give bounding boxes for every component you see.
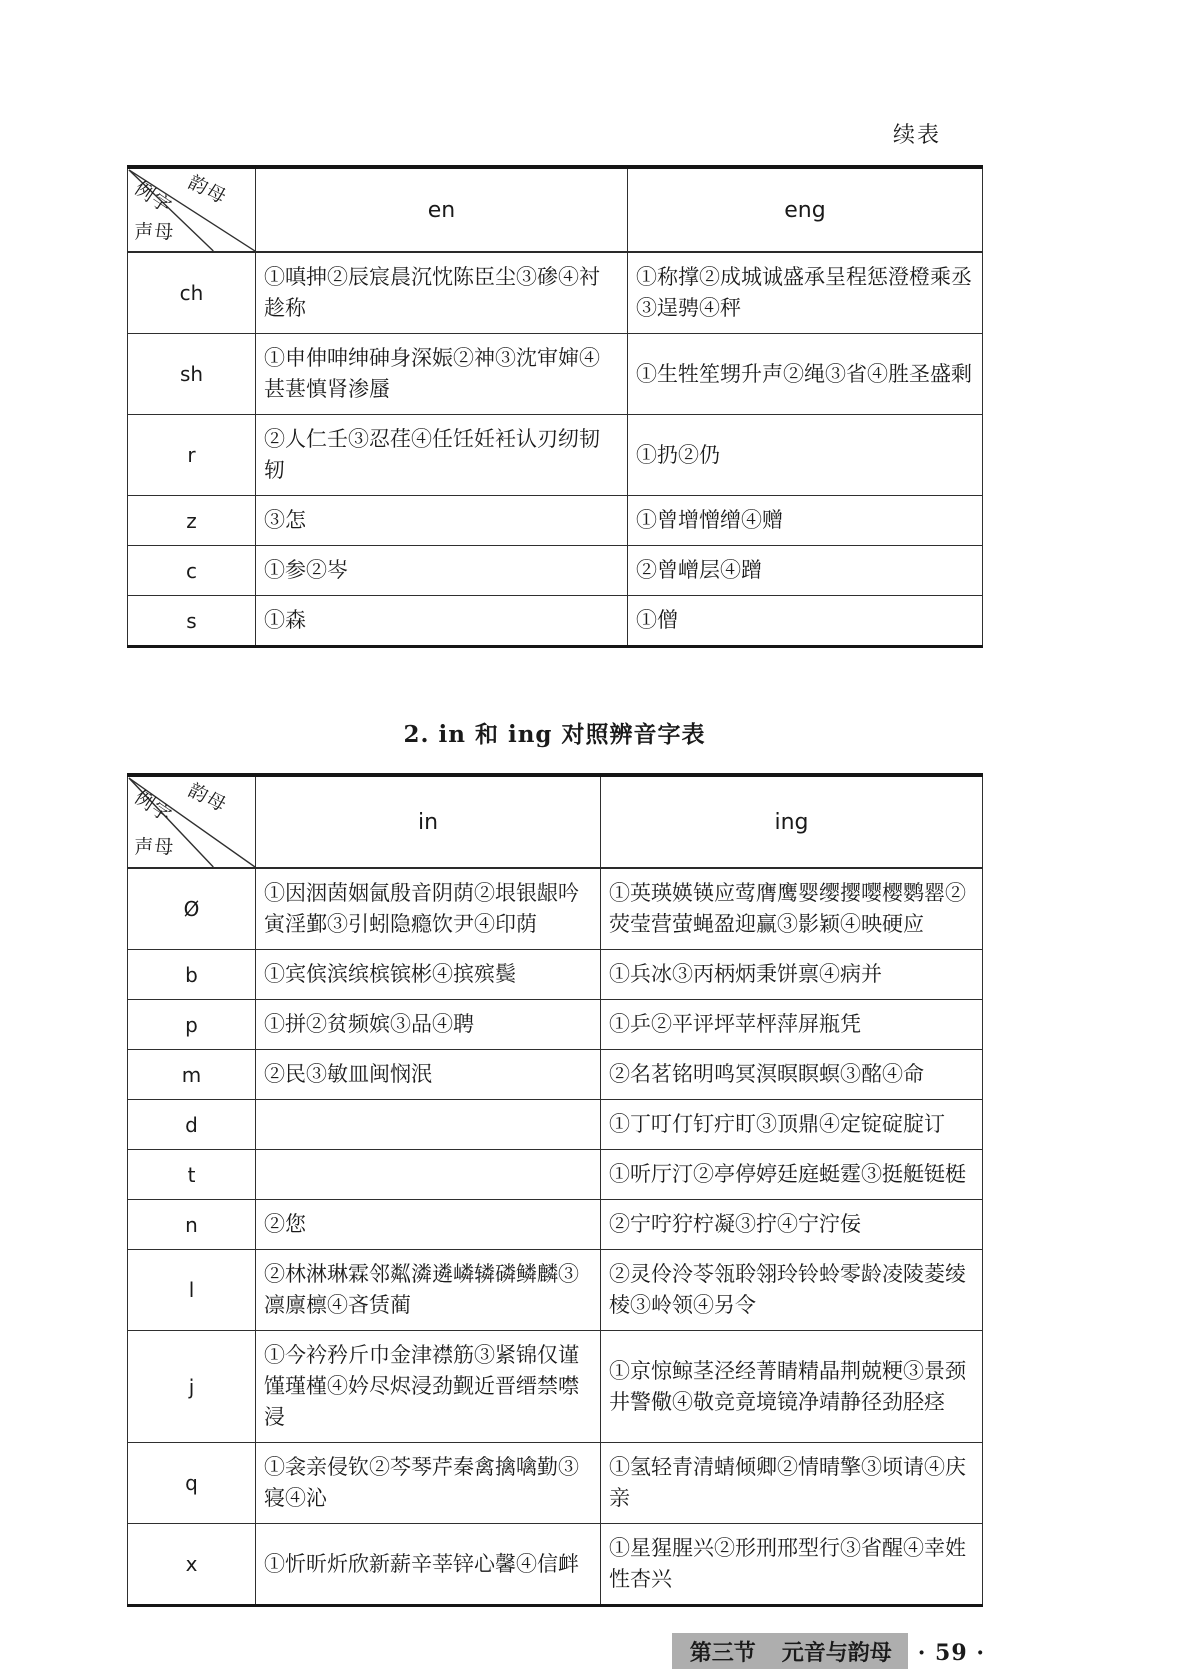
example-characters-cell: ①僧 <box>628 596 983 647</box>
example-characters-cell: ①英瑛媖锳应莺膺鹰婴缨撄嘤樱鹦罂②荧莹营萤蝇盈迎赢③影颖④映硬应 <box>601 868 983 950</box>
example-characters-cell: ②灵伶泠苓瓴聆翎玲铃蛉零龄凌陵菱绫棱③岭领④另令 <box>601 1250 983 1331</box>
initial-label: b <box>128 950 256 1000</box>
table-row <box>128 1050 983 1100</box>
initial-label: x <box>128 1524 256 1606</box>
example-characters-cell: ①森 <box>256 596 628 647</box>
example-characters-cell: ①扔②仍 <box>628 415 983 496</box>
example-characters-cell: ①申伸呻绅砷身深娠②神③沈审婶④甚葚慎肾渗蜃 <box>256 334 628 415</box>
table-row <box>128 868 983 950</box>
example-characters-cell: ①称撑②成城诚盛承呈程惩澄橙乘丞③逞骋④秤 <box>628 252 983 334</box>
continued-table-label: 续表 <box>893 123 942 148</box>
table-row <box>128 1524 983 1606</box>
initial-label: l <box>128 1250 256 1331</box>
initial-label: s <box>128 596 256 647</box>
example-characters-cell: ②林淋琳霖邻粼潾遴嶙辚磷鳞麟③凛廪檩④吝赁蔺 <box>256 1250 601 1331</box>
diagonal-corner-cell <box>128 167 256 252</box>
table-row <box>128 496 983 546</box>
example-characters-cell: ①氢轻青清蜻倾卿②情晴擎③顷请④庆亲 <box>601 1443 983 1524</box>
example-characters-cell: ①参②岑 <box>256 546 628 596</box>
example-characters-cell: ①嗔抻②辰宸晨沉忱陈臣尘③碜④衬趁称 <box>256 252 628 334</box>
table-row <box>128 950 983 1000</box>
example-characters-cell: ①今衿矜斤巾金津襟筋③紧锦仅谨馑瑾槿④妗尽烬浸劲觐近晋缙禁噤浸 <box>256 1331 601 1443</box>
initial-label: t <box>128 1150 256 1200</box>
initial-label: j <box>128 1331 256 1443</box>
initial-label: ch <box>128 252 256 334</box>
in-ing-table <box>127 773 983 1607</box>
table-row <box>128 334 983 415</box>
corner-label-rhyme: 韵母 <box>184 779 230 817</box>
initial-label: q <box>128 1443 256 1524</box>
example-characters-cell: ①忻昕炘欣新薪辛莘锌心馨④信衅 <box>256 1524 601 1606</box>
example-characters-cell: ②民③敏皿闽悯泯 <box>256 1050 601 1100</box>
footer-section-label: 第三节 <box>689 1640 756 1666</box>
section2-title: 2. in 和 ing 对照辨音字表 <box>403 721 706 748</box>
initial-label: n <box>128 1200 256 1250</box>
table-header-row <box>128 167 983 252</box>
corner-label-rhyme: 韵母 <box>184 170 230 209</box>
page-footer <box>127 1633 985 1669</box>
example-characters-cell: ②您 <box>256 1200 601 1250</box>
table-row <box>128 1150 983 1200</box>
table-row <box>128 546 983 596</box>
column-header-en: en <box>256 167 628 252</box>
initial-label: Ø <box>128 868 256 950</box>
example-characters-cell: ②宁咛狞柠凝③拧④宁泞佞 <box>601 1200 983 1250</box>
example-characters-cell: ①宾傧滨缤槟镔彬④摈殡鬓 <box>256 950 601 1000</box>
table-row <box>128 1200 983 1250</box>
table-row <box>128 1443 983 1524</box>
initial-label: z <box>128 496 256 546</box>
initial-label: d <box>128 1100 256 1150</box>
footer-section-title: 元音与韵母 <box>781 1640 892 1666</box>
corner-label-initial: 声母 <box>134 835 175 858</box>
example-characters-cell: ②曾嶒层④蹭 <box>628 546 983 596</box>
example-characters-cell: ①星猩腥兴②形刑邢型行③省醒④幸姓性杏兴 <box>601 1524 983 1606</box>
table-row <box>128 1100 983 1150</box>
column-header-eng: eng <box>628 167 983 252</box>
table-row <box>128 415 983 496</box>
initial-label: m <box>128 1050 256 1100</box>
example-characters-cell <box>256 1100 601 1150</box>
en-eng-table <box>127 165 983 648</box>
example-characters-cell: ①拼②贫频嫔③品④聘 <box>256 1000 601 1050</box>
diagonal-corner-cell <box>128 775 256 868</box>
table-row <box>128 252 983 334</box>
table-header-row <box>128 775 983 868</box>
example-characters-cell: ①因洇茵姻氤殷音阴荫②垠银龈吟寅淫鄞③引蚓隐瘾饮尹④印荫 <box>256 868 601 950</box>
column-header-in: in <box>256 775 601 868</box>
example-characters-cell: ①衾亲侵钦②芩琴芹秦禽擒噙勤③寝④沁 <box>256 1443 601 1524</box>
corner-label-initial: 声母 <box>134 220 175 243</box>
example-characters-cell: ②名茗铭明鸣冥溟暝瞑螟③酩④命 <box>601 1050 983 1100</box>
example-characters-cell: ①乒②平评坪苹枰萍屏瓶凭 <box>601 1000 983 1050</box>
example-characters-cell: ①丁叮仃钉疔盯③顶鼎④定锭碇腚订 <box>601 1100 983 1150</box>
example-characters-cell <box>256 1150 601 1200</box>
corner-label-example: 例字 <box>130 177 177 218</box>
example-characters-cell: ①兵冰③丙柄炳秉饼禀④病并 <box>601 950 983 1000</box>
table-row <box>128 1250 983 1331</box>
initial-label: p <box>128 1000 256 1050</box>
example-characters-cell: ①京惊鲸茎泾经菁睛精晶荆兢粳③景颈井警儆④敬竞竟境镜净靖静径劲胫痉 <box>601 1331 983 1443</box>
table-row <box>128 1331 983 1443</box>
footer-page-number: · 59 · <box>917 1640 985 1666</box>
column-header-ing: ing <box>601 775 983 868</box>
example-characters-cell: ①生牲笙甥升声②绳③省④胜圣盛剩 <box>628 334 983 415</box>
table-row <box>128 596 983 647</box>
initial-label: r <box>128 415 256 496</box>
example-characters-cell: ②人仁壬③忍荏④任饪妊衽认刃纫韧轫 <box>256 415 628 496</box>
example-characters-cell: ①听厅汀②亭停婷廷庭蜓霆③挺艇铤梃 <box>601 1150 983 1200</box>
example-characters-cell: ③怎 <box>256 496 628 546</box>
initial-label: c <box>128 546 256 596</box>
corner-label-example: 例字 <box>130 786 177 828</box>
footer-section-band <box>672 1633 908 1669</box>
example-characters-cell: ①曾增憎缯④赠 <box>628 496 983 546</box>
initial-label: sh <box>128 334 256 415</box>
table-row <box>128 1000 983 1050</box>
